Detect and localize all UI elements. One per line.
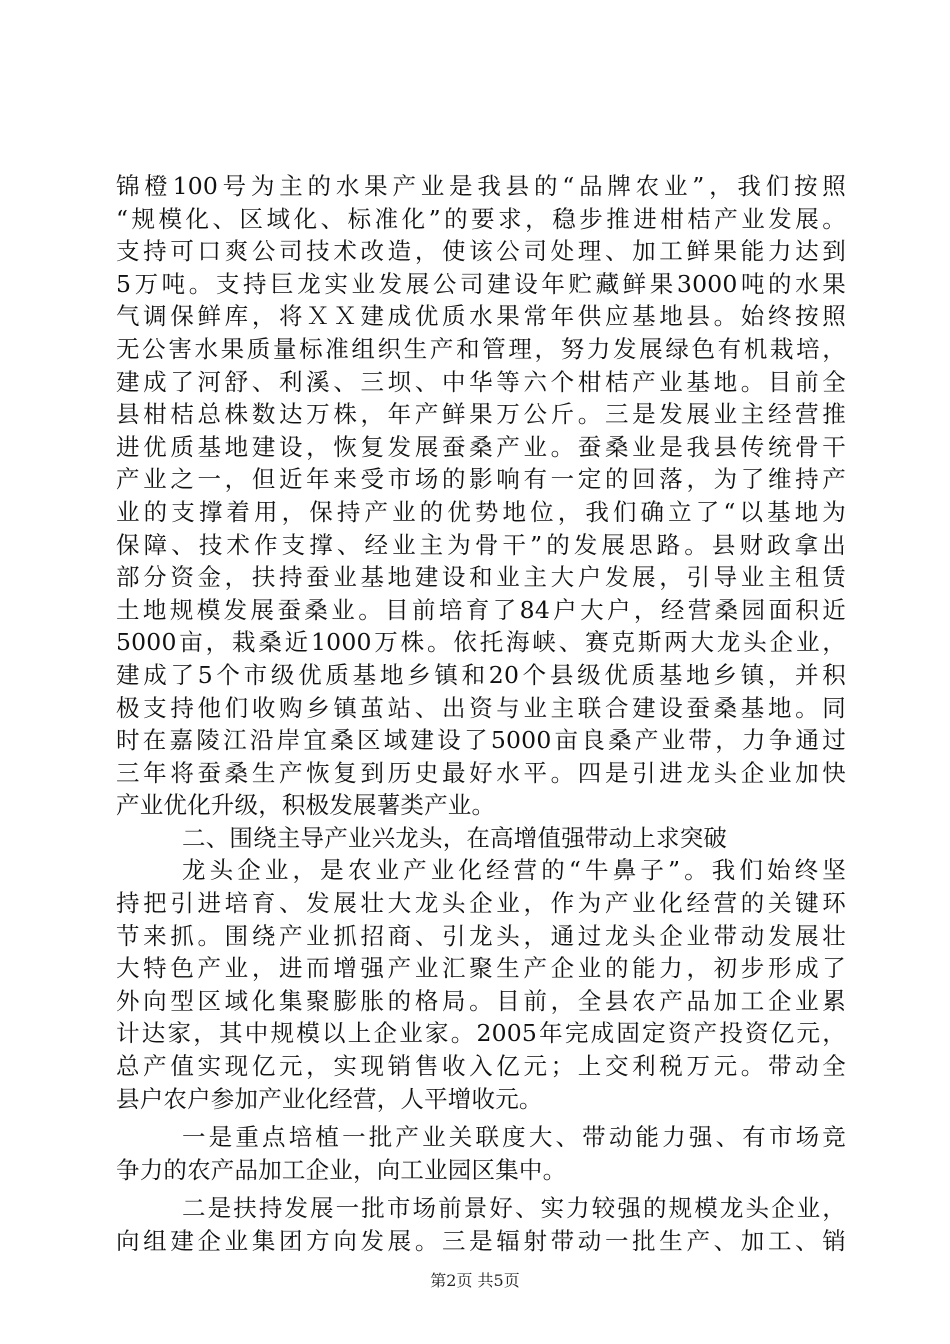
text-line: 产业优化升级，积极发展薯类产业。 (116, 791, 496, 820)
text-line: 无公害水果质量标准组织生产和管理，努力发展绿色有机栽培， (116, 334, 846, 363)
text-line: 业的支撑着用，保持产业的优势地位，我们确立了“以基地为 (116, 497, 846, 526)
text-line: 龙头企业，是农业产业化经营的“牛鼻子”。我们始终坚 (182, 856, 846, 885)
section-heading: 二、围绕主导产业兴龙头，在高增值强带动上求突破 (182, 823, 728, 852)
text-line: 计达家，其中规模以上企业家。2005年完成固定资产投资亿元， (116, 1019, 846, 1048)
text-line: 时在嘉陵江沿岸宜桑区域建设了5000亩良桑产业带，力争通过 (116, 726, 846, 755)
text-line: 建成了5个市级优质基地乡镇和20个县级优质基地乡镇，并积 (116, 660, 846, 689)
text-line: “规模化、区域化、标准化”的要求，稳步推进柑桔产业发展。 (116, 204, 846, 233)
document-body (116, 170, 846, 1258)
text-line: 部分资金，扶持蚕业基地建设和业主大户发展，引导业主租赁 (116, 563, 846, 592)
text-line: 支持可口爽公司技术改造，使该公司处理、加工鲜果能力达到 (116, 237, 846, 266)
text-line: 5万吨。支持巨龙实业发展公司建设年贮藏鲜果3000吨的水果 (116, 269, 846, 298)
text-line: 县户农户参加产业化经营，人平增收元。 (116, 1084, 543, 1113)
text-line: 保障、技术作支撑、经业主为骨干”的发展思路。县财政拿出 (116, 530, 846, 559)
text-line: 大特色产业，进而增强产业汇聚生产企业的能力，初步形成了 (116, 954, 846, 983)
text-line: 县柑桔总株数达万株，年产鲜果万公斤。三是发展业主经营推 (116, 400, 846, 429)
text-line: 产业之一，但近年来受市场的影响有一定的回落，为了维持产 (116, 465, 846, 494)
text-line: 总产值实现亿元，实现销售收入亿元；上交利税万元。带动全 (116, 1052, 846, 1081)
text-line: 土地规模发展蚕桑业。目前培育了84户大户，经营桑园面积近 (116, 595, 846, 624)
text-line: 二是扶持发展一批市场前景好、实力较强的规模龙头企业， (182, 1194, 846, 1223)
page-number-footer: 第2页 共5页 (430, 1271, 520, 1290)
text-line: 一是重点培植一批产业关联度大、带动能力强、有市场竞 (182, 1123, 846, 1152)
text-line: 向组建企业集团方向发展。三是辐射带动一批生产、加工、销 (116, 1227, 846, 1255)
text-line: 争力的农产品加工企业，向工业园区集中。 (116, 1155, 567, 1184)
text-line: 外向型区域化集聚膨胀的格局。目前，全县农产品加工企业累 (116, 986, 846, 1015)
text-line: 锦橙100号为主的水果产业是我县的“品牌农业”，我们按照 (116, 172, 846, 200)
text-line: 进优质基地建设，恢复发展蚕桑产业。蚕桑业是我县传统骨干 (116, 432, 846, 461)
text-line: 5000亩，栽桑近1000万株。依托海峡、赛克斯两大龙头企业， (116, 628, 846, 657)
text-line: 建成了河舒、利溪、三坝、中华等六个柑桔产业基地。目前全 (116, 367, 846, 396)
text-line: 三年将蚕桑生产恢复到历史最好水平。四是引进龙头企业加快 (116, 758, 846, 787)
text-line: 气调保鲜库，将ＸＸ建成优质水果常年供应基地县。始终按照 (116, 302, 846, 331)
text-line: 持把引进培育、发展壮大龙头企业，作为产业化经营的关键环 (116, 889, 846, 918)
text-line: 节来抓。围绕产业抓招商、引龙头，通过龙头企业带动发展壮 (116, 921, 846, 950)
text-line: 极支持他们收购乡镇茧站、出资与业主联合建设蚕桑基地。同 (116, 693, 846, 722)
